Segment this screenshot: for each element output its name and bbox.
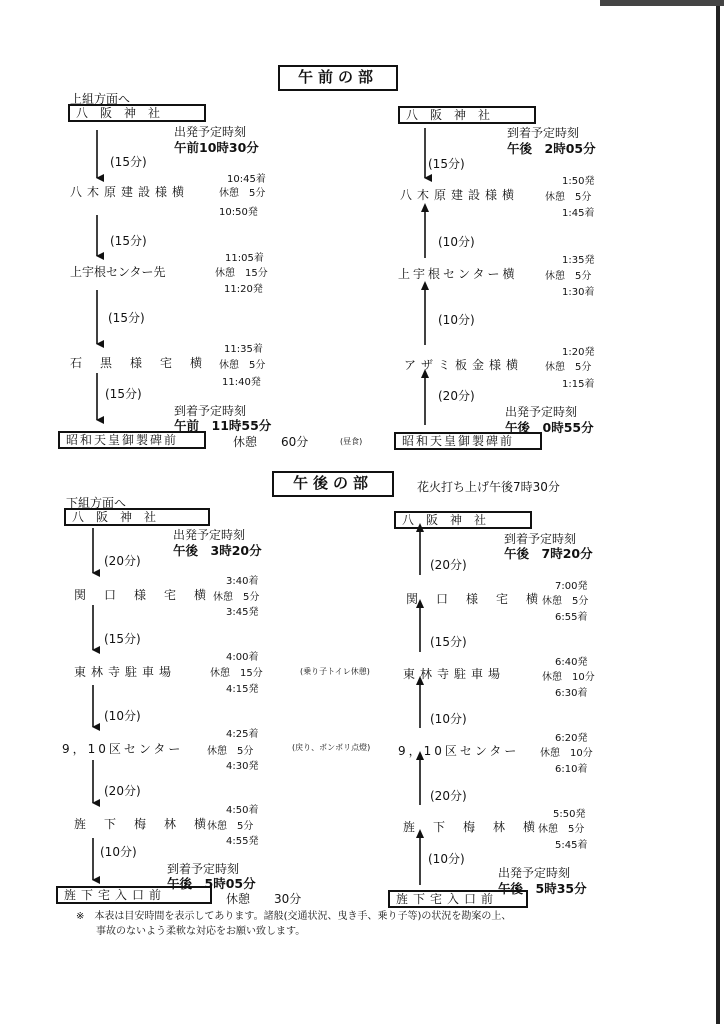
leg-duration: (15分): [108, 311, 145, 325]
stop-arr: 11:05着: [225, 253, 264, 264]
arrive-label: 到着予定時刻: [504, 532, 577, 546]
leg-duration: (10分): [438, 235, 475, 249]
stop-rest: 休憩 5分: [545, 362, 592, 373]
stop-dep: 6:55着: [555, 612, 588, 623]
leg-duration: (15分): [110, 155, 147, 169]
stop-name: 八木原建設様横: [400, 188, 520, 202]
afternoon-start-box: 八 阪 神 社: [64, 508, 210, 526]
stop-rest: 休憩 5分: [545, 192, 592, 203]
stop-arr: 1:50発: [562, 176, 595, 187]
leg-duration: (15分): [428, 157, 465, 171]
leg-duration: (20分): [104, 554, 141, 568]
stop-name: 上宇根センター先: [70, 265, 166, 279]
stop-rest: 休憩 5分: [219, 360, 266, 371]
depart-time: 午後 5時35分: [498, 881, 587, 896]
morning-return-start-box: 昭和天皇御製碑前: [394, 432, 542, 450]
depart-time: 午前10時30分: [174, 140, 259, 155]
leg-duration: (10分): [430, 712, 467, 726]
morning-start-box: 八 阪 神 社: [68, 104, 206, 122]
stop-rest: 休憩 5分: [542, 596, 589, 607]
depart-time: 午後 0時55分: [505, 420, 594, 435]
leg-duration: (15分): [110, 234, 147, 248]
arrive-time: 午後 7時20分: [504, 546, 593, 561]
stop-dep: 4:55発: [226, 836, 259, 847]
stop-rest: 休憩 5分: [213, 592, 260, 603]
stop-arr: 3:40着: [226, 576, 259, 587]
afternoon-direction: 下組方面へ: [66, 496, 127, 510]
leg-duration: (10分): [100, 845, 137, 859]
afternoon-return-start-box: 旌下宅入口前: [388, 890, 528, 908]
stop-rest: 休憩 10分: [542, 672, 595, 683]
depart-label: 出発予定時刻: [505, 405, 578, 419]
stop-dep: 10:50発: [219, 207, 258, 218]
stop-arr: 6:20発: [555, 733, 588, 744]
stop-arr: 11:35着: [224, 344, 263, 355]
morning-return-box: 八 阪 神 社: [398, 106, 536, 124]
stop-arr: 10:45着: [227, 174, 266, 185]
fireworks-note: 花火打ち上げ午後7時30分: [417, 480, 560, 494]
end-note: (昼食): [340, 437, 363, 446]
stop-name: 旌 下 梅 林 横: [74, 817, 210, 831]
footnote-line2: 事故のないよう柔軟な対応をお願い致します。: [96, 926, 306, 937]
morning-end-box: 昭和天皇御製碑前: [58, 431, 206, 449]
morning-direction: 上組方面へ: [70, 92, 131, 106]
stop-dep: 11:20発: [224, 284, 263, 295]
stop-arr: 5:50発: [553, 809, 586, 820]
morning-title: 午前の部: [278, 65, 398, 91]
stop-name: 9，10区センター: [398, 744, 520, 758]
stop-rest: 休憩 5分: [219, 188, 266, 199]
arrive-time: 午前 11時55分: [174, 418, 272, 433]
afternoon-return-box: 八 阪 神 社: [394, 511, 532, 529]
leg-duration: (20分): [430, 789, 467, 803]
stop-rest: 休憩 5分: [538, 824, 585, 835]
stop-rest: 休憩 10分: [540, 748, 593, 759]
arrive-time: 午後 5時05分: [167, 876, 256, 891]
stop-name: 上宇根センター横: [398, 267, 518, 281]
stop-dep: 3:45発: [226, 607, 259, 618]
leg-duration: (20分): [430, 558, 467, 572]
afternoon-title: 午後の部: [272, 471, 394, 497]
arrive-time: 午後 2時05分: [507, 141, 596, 156]
stop-name: 関 口 様 宅 横: [74, 588, 210, 602]
stop-name: 八木原建設様横: [70, 185, 190, 199]
arrive-label: 到着予定時刻: [167, 862, 240, 876]
stop-arr: 7:00発: [555, 581, 588, 592]
end-rest: 休憩 60分: [233, 435, 309, 449]
stop-note: (乗り子トイレ休憩): [300, 667, 370, 676]
leg-duration: (10分): [428, 852, 465, 866]
stop-dep: 1:45着: [562, 208, 595, 219]
stop-name: アザミ板金様横: [404, 358, 524, 372]
stop-dep: 4:30発: [226, 761, 259, 772]
stop-name: 石 黒 様 宅 横: [70, 356, 206, 370]
stop-dep: 6:10着: [555, 764, 588, 775]
stop-dep: 11:40発: [222, 377, 261, 388]
depart-label: 出発予定時刻: [173, 528, 246, 542]
stop-name: 東林寺駐車場: [74, 665, 177, 679]
depart-label: 出発予定時刻: [174, 125, 247, 139]
stop-dep: 5:45着: [555, 840, 588, 851]
stop-rest: 休憩 15分: [215, 268, 268, 279]
stop-name: 9，10区センター: [62, 742, 184, 756]
stop-arr: 4:00着: [226, 652, 259, 663]
stop-rest: 休憩 5分: [545, 271, 592, 282]
stop-dep: 4:15発: [226, 684, 259, 695]
stop-note: (戻り、ボンボリ点燈): [292, 743, 371, 752]
afternoon-end-box: 旌下宅入口前: [56, 886, 212, 904]
leg-duration: (20分): [438, 389, 475, 403]
stop-rest: 休憩 5分: [207, 746, 254, 757]
arrive-label: 到着予定時刻: [174, 404, 247, 418]
stop-dep: 6:30着: [555, 688, 588, 699]
leg-duration: (10分): [438, 313, 475, 327]
stop-arr: 1:35発: [562, 255, 595, 266]
leg-duration: (15分): [430, 635, 467, 649]
stop-dep: 1:30着: [562, 287, 595, 298]
end-rest: 休憩 30分: [226, 892, 302, 906]
stop-arr: 1:20発: [562, 347, 595, 358]
stop-arr: 4:50着: [226, 805, 259, 816]
stop-rest: 休憩 15分: [210, 668, 263, 679]
footnote-line1: ※ 本表は目安時間を表示してあります。諸般(交通状況、曳き手、乗り子等)の状況を勘案の上、: [76, 911, 512, 922]
leg-duration: (10分): [104, 709, 141, 723]
arrive-label: 到着予定時刻: [507, 126, 580, 140]
leg-duration: (15分): [105, 387, 142, 401]
depart-label: 出発予定時刻: [498, 866, 571, 880]
depart-time: 午後 3時20分: [173, 543, 262, 558]
leg-duration: (15分): [104, 632, 141, 646]
stop-rest: 休憩 5分: [207, 821, 254, 832]
stop-name: 旌 下 梅 林 横: [403, 820, 539, 834]
stop-name: 東林寺駐車場: [403, 667, 506, 681]
stop-dep: 1:15着: [562, 379, 595, 390]
leg-duration: (20分): [104, 784, 141, 798]
stop-name: 関 口 様 宅 横: [406, 592, 542, 606]
stop-arr: 6:40発: [555, 657, 588, 668]
stop-arr: 4:25着: [226, 729, 259, 740]
